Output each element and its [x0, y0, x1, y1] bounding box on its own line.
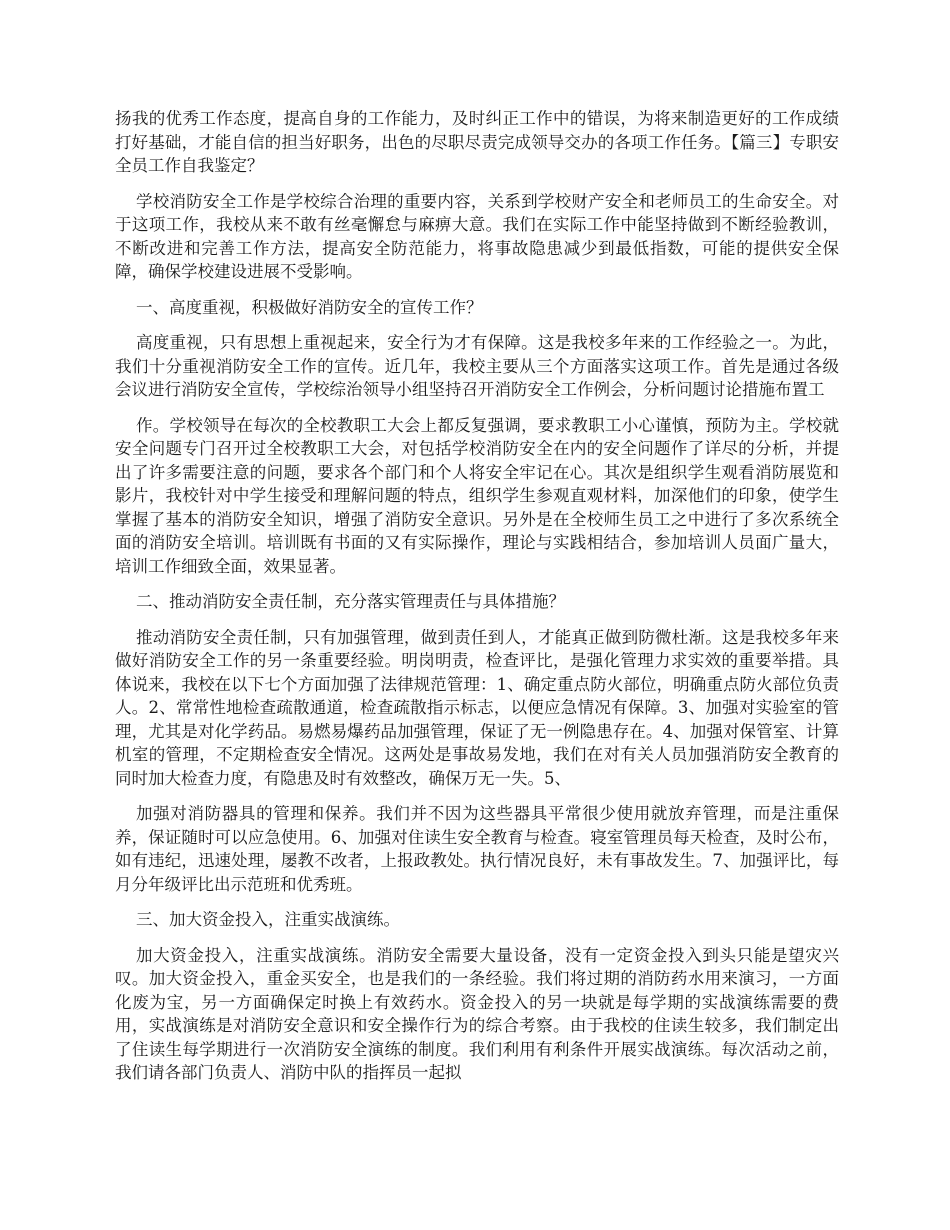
section-heading-3: 三、加大资金投入，注重实战演练。	[135, 910, 400, 929]
section-heading-1: 一、高度重视，积极做好消防安全的宣传工作？	[135, 297, 483, 317]
paragraph-section-2-b: 加强对消防器具的管理和保养。我们并不因为这些器具平常很少使用就放弃管理，而是注重保养，保证随时可以应急使用。6、加强对住读生安全教育与检查。寝室管理员每天检查，及时公布，如有违纪，迅速处理，屡教不改者，上报政教处。执行情况良好，未有事故发生。7、加强评比，每月分年级评比出示范班和优秀班。	[115, 804, 839, 894]
paragraph-section-1-b: 作。学校领导在每次的全校教职工大会上都反复强调，要求教职工小心谨慎，预防为主。学校就安全问题专门召开过全校教职工大会，对包括学校消防安全在内的安全问题作了详尽的分析，并提出了许多需要注意的问题，要求各个部门和个人将安全牢记在心。其次是组织学生观看消防展览和影片，我校针对中学生接受和理解问题的特点，组织学生参观直观材料，加深他们的印象，使学生掌握了基本的消防安全知识，增强了消防安全意识。另外是在全校师生员工之中进行了多次系统全面的消防安全培训。培训既有书面的又有实际操作，理论与实践相结合，参加培训人员面广量大，培训工作细致全面，效果显著。	[115, 415, 839, 576]
paragraph-intro-continuation: 扬我的优秀工作态度，提高自身的工作能力，及时纠正工作中的错误，为将来制造更好的工作成绩打好基础，才能自信的担当好职务，出色的尽职尽责完成领导交办的各项工作任务。【篇三】专职安全员工作自我鉴定？	[115, 109, 839, 175]
section-heading-2: 二、推动消防安全责任制，充分落实管理责任与具体措施？	[135, 592, 565, 611]
document-page	[115, 107, 839, 1097]
paragraph-overview: 学校消防安全工作是学校综合治理的重要内容，关系到学校财产安全和老师员工的生命安全。对于这项工作，我校从来不敢有丝毫懈怠与麻痹大意。我们在实际工作中能坚持做到不断经验教训，不断改进和完善工作方法，提高安全防范能力，将事故隐患减少到最低指数，可能的提供安全保障，确保学校建设进展不受影响。	[115, 191, 839, 281]
paragraph-section-1-a: 高度重视，只有思想上重视起来，安全行为才有保障。这是我校多年来的工作经验之一。为此，我们十分重视消防安全工作的宣传。近几年，我校主要从三个方面落实这项工作。首先是通过各级会议进行消防安全宣传，学校综治领导小组坚持召开消防安全工作例会，分析问题讨论措施布置工	[115, 333, 839, 399]
paragraph-section-2-a: 推动消防安全责任制，只有加强管理，做到责任到人，才能真正做到防微杜渐。这是我校多年来做好消防安全工作的另一条重要经验。明岗明责，检查评比，是强化管理力求实效的重要举措。具体说来，我校在以下七个方面加强了法律规范管理：1、确定重点防火部位，明确重点防火部位负责人。2、常常性地检查疏散通道，检查疏散指示标志，以便应急情况有保障。3、加强对实验室的管理，尤其是对化学药品。易燃易爆药品加强管理，保证了无一例隐患存在。4、加强对保管室、计算机室的管理，不定期检查安全情况。这两处是事故易发地，我们在对有关人员加强消防安全教育的同时加大检查力度，有隐患及时有效整改，确保万无一失。5、	[115, 627, 839, 788]
paragraph-section-3-a: 加大资金投入，注重实战演练。消防安全需要大量设备，没有一定资金投入到头只能是望灾兴叹。加大资金投入，重金买安全，也是我们的一条经验。我们将过期的消防药水用来演习，一方面化废为宝，另一方面确保定时换上有效药水。资金投入的另一块就是每学期的实战演练需要的费用，实战演练是对消防安全意识和安全操作行为的综合考察。由于我校的住读生较多，我们制定出了住读生每学期进行一次消防安全演练的制度。我们利用有利条件开展实战演练。每次活动之前，我们请各部门负责人、消防中队的指挥员一起拟	[115, 945, 839, 1082]
